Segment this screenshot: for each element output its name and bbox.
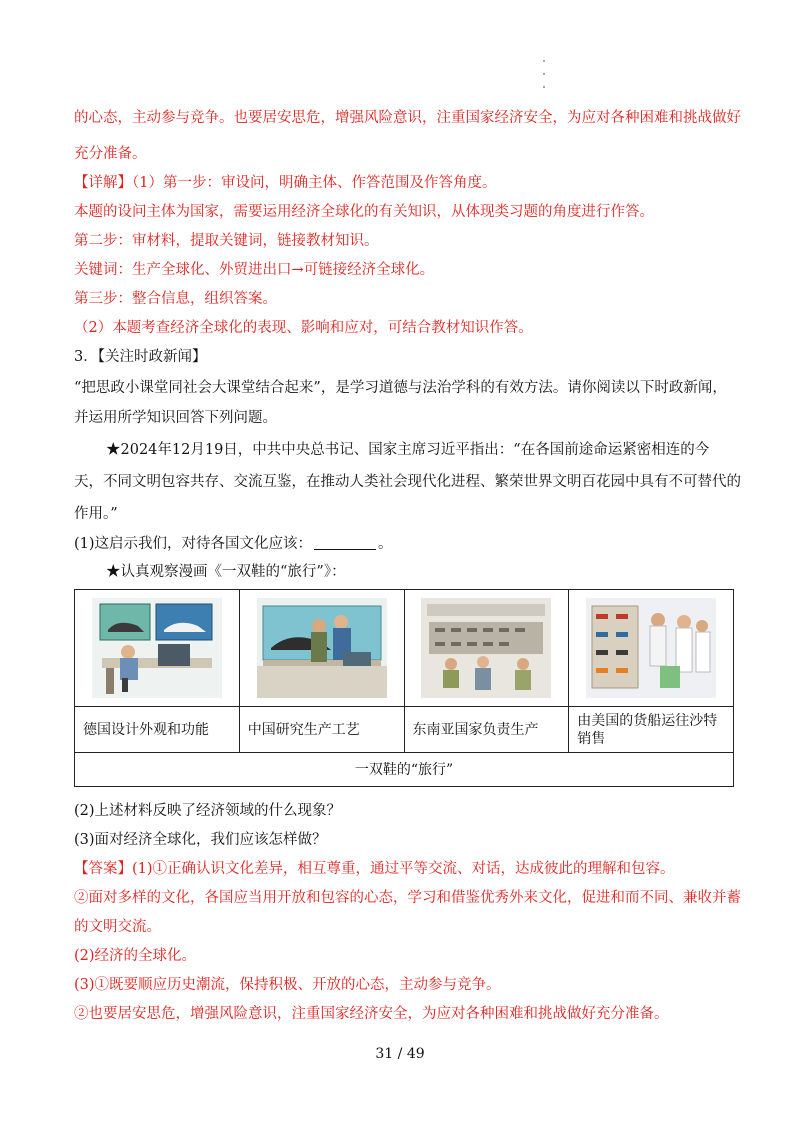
answer-line: ②也要居安思危，增强风险意识，注重国家经济安全，为应对各种困难和挑战做好充分准备。 <box>74 1006 669 1022</box>
comic-panel-sales <box>569 590 734 707</box>
news-quote: 作用。” <box>74 506 118 522</box>
explanation-heading: 【详解】（1）第一步：审设问，明确主体、作答范围及作答角度。 <box>74 175 497 191</box>
answer-blank <box>314 535 376 550</box>
answer-line: 【答案】(1)①正确认识文化差异，相互尊重，通过平等交流、对话，达成彼此的理解和包容。 <box>74 861 675 877</box>
answer-line: (3)①既要顺应历史潮流，保持积极、开放的心态，主动参与竞争。 <box>74 977 501 993</box>
comic-caption: 东南亚国家负责生产 <box>404 707 569 753</box>
answer-line: (2)经济的全球化。 <box>74 948 197 964</box>
question-intro: 并运用所学知识回答下列问题。 <box>74 410 277 426</box>
question-intro: “把思政小课堂同社会大课堂结合起来”，是学习道德与法治学科的有效方法。请你阅读以下时政新闻， <box>74 380 727 396</box>
comic-table <box>74 589 734 787</box>
margin-dots <box>543 60 547 104</box>
answer-line: ②面对多样的文化，各国应当用开放和包容的心态，学习和借鉴优秀外来文化，促进和而不同、兼收并蓄 <box>74 890 741 906</box>
explanation-line: 本题的设问主体为国家，需要运用经济全球化的有关知识，从体现类习题的角度进行作答。 <box>74 204 654 220</box>
comic-intro: ★认真观察漫画《一双鞋的“旅行”》： <box>106 564 346 580</box>
question-heading: 3．【关注时政新闻】 <box>74 349 207 365</box>
factory-illustration <box>421 598 551 698</box>
answer-continuation-line: 的心态，主动参与竞争。也要居安思危，增强风险意识，注重国家经济安全，为应对各种困难和挑战做好 <box>74 110 741 126</box>
comic-title: 一双鞋的“旅行” <box>75 753 734 787</box>
explanation-line: 关键词：生产全球化、外贸进出口→可链接经济全球化。 <box>74 262 435 278</box>
comic-panel-research <box>239 590 404 707</box>
news-quote: ★2024年12月19日，中共中央总书记、国家主席习近平指出：“在各国前途命运紧密相连的今 <box>106 442 710 458</box>
sub-question-2: (2)上述材料反映了经济领域的什么现象？ <box>74 803 342 819</box>
explanation-line: （2）本题考查经济全球化的表现、影响和应对，可结合教材知识作答。 <box>74 320 533 336</box>
comic-panel-production <box>404 590 569 707</box>
comic-caption: 由美国的货船运往沙特销售 <box>569 707 734 753</box>
explanation-line: 第二步：审材料，提取关键词，链接教材知识。 <box>74 233 379 249</box>
shop-illustration <box>586 598 716 698</box>
comic-caption: 中国研究生产工艺 <box>239 707 404 753</box>
page-number: 31 / 49 <box>375 1046 425 1062</box>
sub-question-3: (3)面对经济全球化，我们应该怎样做？ <box>74 832 327 848</box>
comic-caption: 德国设计外观和功能 <box>75 707 240 753</box>
news-quote: 天，不同文明包容共存、交流互鉴，在推动人类社会现代化进程、繁荣世界文明百花园中具有不可替代的 <box>74 474 741 490</box>
sub-question-1: (1)这启示我们，对待各国文化应该： 。 <box>74 536 393 552</box>
designer-illustration <box>92 598 222 698</box>
answer-line: 的文明交流。 <box>74 919 161 935</box>
comic-panel-design <box>75 590 240 707</box>
explanation-line: 第三步：整合信息，组织答案。 <box>74 291 277 307</box>
answer-continuation-line: 充分准备。 <box>74 146 147 162</box>
researchers-illustration <box>257 598 387 698</box>
